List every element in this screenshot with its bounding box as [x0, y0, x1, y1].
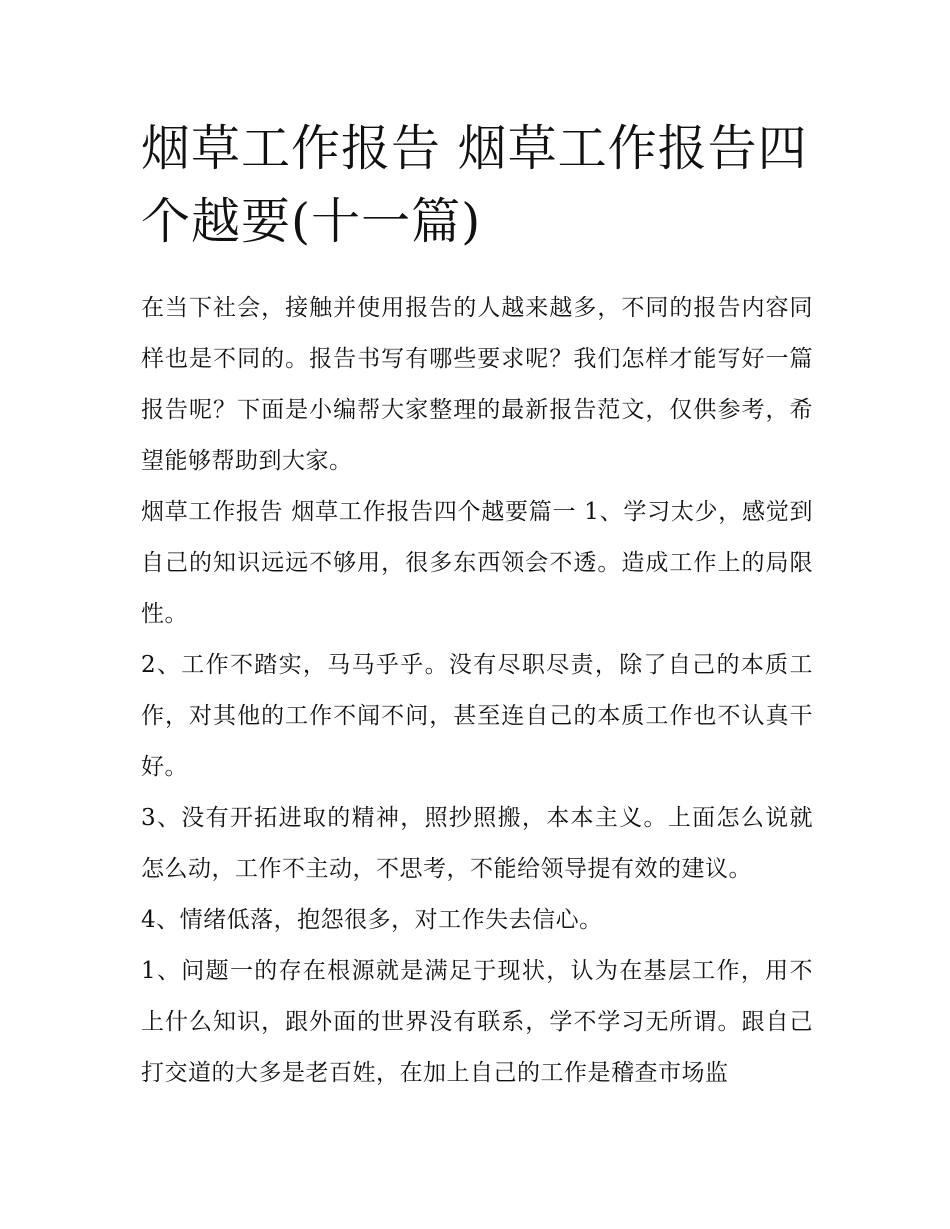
cause-paragraph-1: 1、问题一的存在根源就是满足于现状，认为在基层工作，用不上什么知识，跟外面的世界没有联系，学不学习无所谓。跟自己打交道的大多是老百姓，在加上自己的工作是稽查市场监 [141, 958, 813, 1086]
list-item-2: 2、工作不踏实，马马乎乎。没有尽职尽责，除了自己的本质工作，对其他的工作不闻不问，甚至连自己的本质工作也不认真干好。 [141, 652, 813, 780]
document-page [141, 112, 813, 1099]
document-title: 烟草工作报告 烟草工作报告四个越要(十一篇) [141, 120, 808, 250]
intro-paragraph: 在当下社会，接触并使用报告的人越来越多，不同的报告内容同样也是不同的。报告书写有哪些要求呢？我们怎样才能写好一篇报告呢？下面是小编帮大家整理的最新报告范文，仅供参考，希望能够帮助到大家。 [141, 295, 813, 474]
list-item-4: 4、情绪低落，抱怨很多，对工作失去信心。 [141, 907, 603, 933]
list-item-3: 3、没有开拓进取的精神，照抄照搬，本本主义。上面怎么说就怎么动，工作不主动，不思考，不能给领导提有效的建议。 [141, 805, 813, 882]
document-body [141, 283, 813, 1099]
section-one-paragraph: 烟草工作报告 烟草工作报告四个越要篇一 1、学习太少，感觉到自己的知识远远不够用，很多东西领会不透。造成工作上的局限性。 [141, 499, 813, 627]
